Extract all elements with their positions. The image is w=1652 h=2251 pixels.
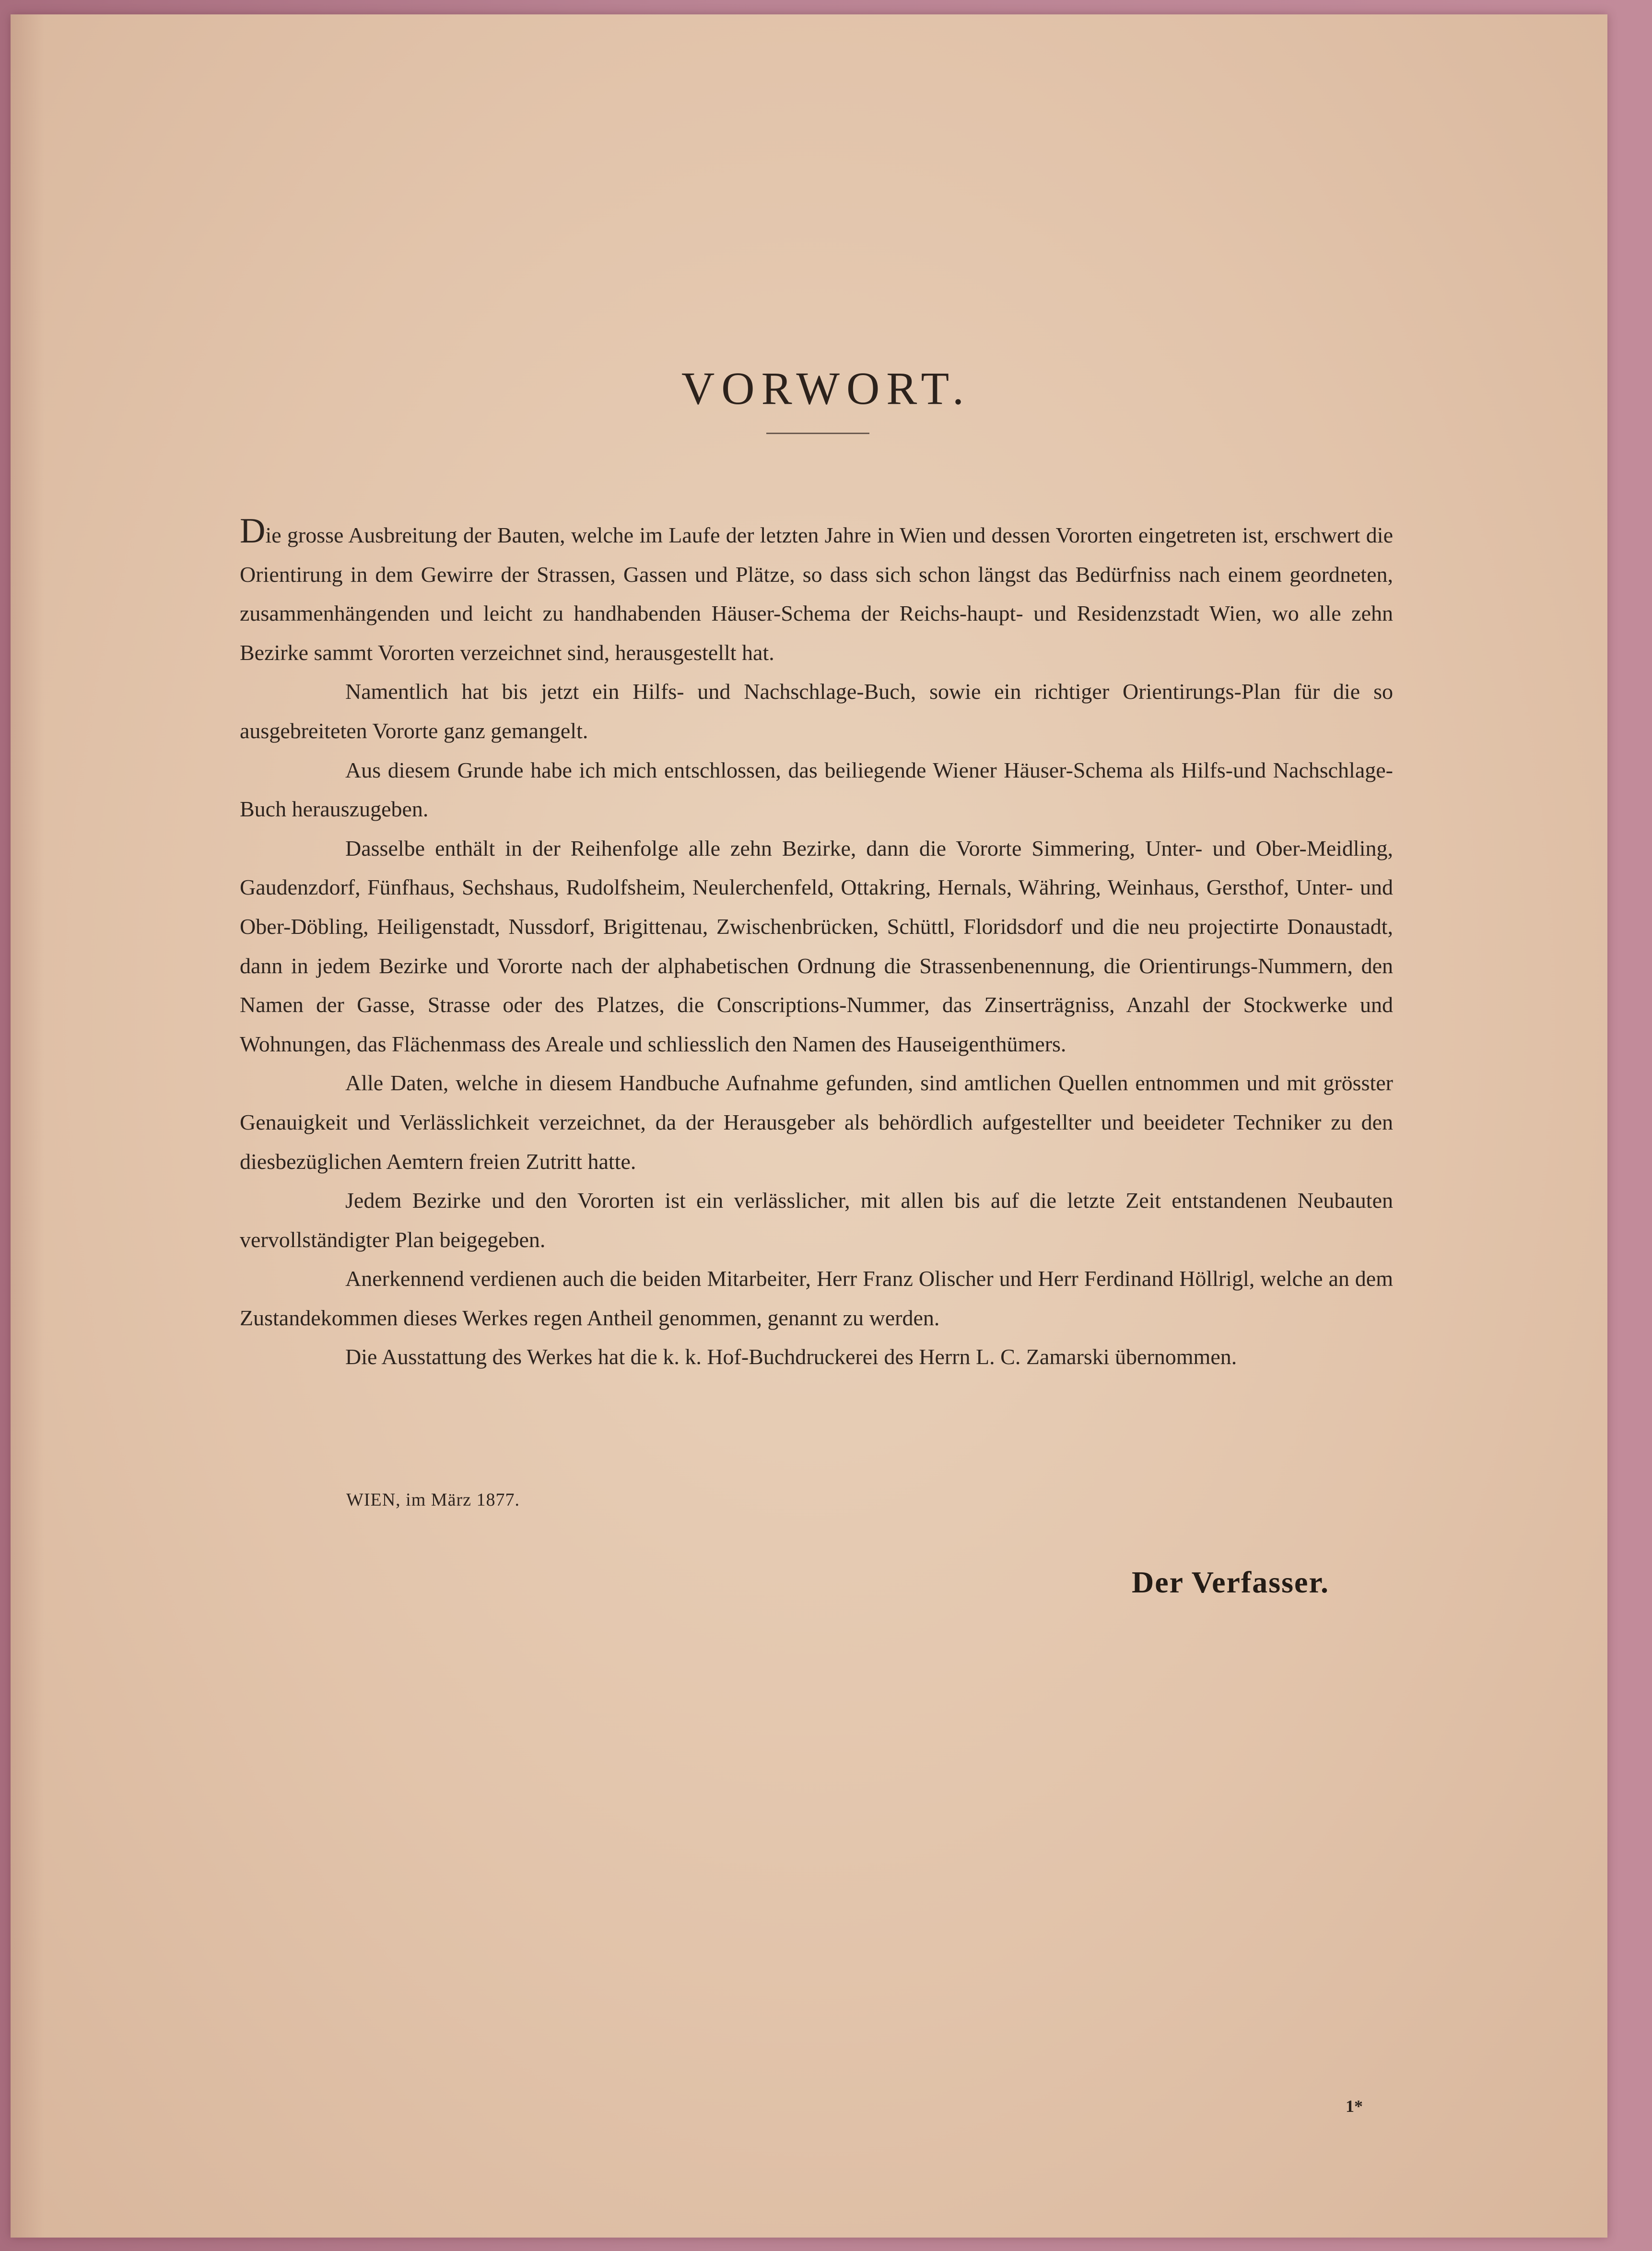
paragraph-7: Anerkennend verdienen auch die beiden Mitarbeiter, Herr Franz Olischer und Herr Ferdinand Höllrigl, welche an dem Zustandekommen dieses Werkes regen Antheil genommen, genannt zu werden. [240, 1266, 1393, 1330]
page-edge-shadow [11, 14, 44, 2238]
paragraph-3: Aus diesem Grunde habe ich mich entschlossen, das beiliegende Wiener Häuser-Schema als Hilfs-und Nachschlage-Buch herauszugeben. [240, 757, 1393, 822]
title-divider [766, 433, 869, 434]
paragraph-1 [240, 511, 1393, 672]
paragraph-4: Dasselbe enthält in der Reihenfolge alle zehn Bezirke, dann die Vororte Simmering, Unter- und Ober-Meidling, Gaudenzdorf, Fünfhaus, Sechshaus, Rudolfsheim, Neulerchenfeld, Ottakring, Hernals, Währing, Weinhaus, Gersthof, Unter- und Ober-Döbling, Heiligenstadt, Nussdorf, Brigittenau, Zwischenbrücken, Schüttl, Floridsdorf und die neu projectirte Donaustadt, dann in jedem Bezirke und Vororte nach der alphabetischen Ordnung die Strassenbenennung, die Orientirungs-Nummern, den Namen der Gasse, Strasse oder des Platzes, die Conscriptions-Nummer, das Zinserträgniss, Anzahl der Stockwerke und Wohnungen, das Flächenmass des Areale und schliesslich den Namen des Hauseigenthümers. [240, 836, 1393, 1056]
author-signature: Der Verfasser. [1132, 1565, 1329, 1599]
drop-cap: D [240, 511, 266, 551]
page-number: 1* [1346, 2097, 1363, 2116]
paragraph-1-text: ie grosse Ausbreitung der Bauten, welche im Laufe der letzten Jahre in Wien und dessen Vororten eingetreten ist, erschwert die Orientirung in dem Gewirre der Strassen, Gassen und Plätze, so dass sich schon längst das Bedürfniss nach einem geordneten, zusammenhängenden und leicht zu handhabenden Häuser-Schema der Reichs-haupt- und Residenzstadt Wien, wo alle zehn Bezirke sammt Vororten verzeichnet sind, herausgestellt hat. [240, 523, 1393, 665]
place-date: WIEN, im März 1877. [346, 1490, 520, 1510]
paragraph-8: Die Ausstattung des Werkes hat die k. k. Hof-Buchdruckerei des Herrn L. C. Zamarski übernommen. [345, 1344, 1237, 1369]
page-title: VORWORT. [681, 363, 971, 414]
paragraph-2: Namentlich hat bis jetzt ein Hilfs- und Nachschlage-Buch, sowie ein richtiger Orientirungs-Plan für die so ausgebreiteten Vororte ganz gemangelt. [240, 679, 1393, 743]
paragraph-6: Jedem Bezirke und den Vororten ist ein verlässlicher, mit allen bis auf die letzte Zeit entstandenen Neubauten vervollständigter Plan beigegeben. [240, 1188, 1393, 1252]
paragraph-5: Alle Daten, welche in diesem Handbuche Aufnahme gefunden, sind amtlichen Quellen entnommen und mit grösster Genauigkeit und Verlässlichkeit verzeichnet, da der Herausgeber als behördlich aufgestellter und beeideter Techniker zu den diesbezüglichen Aemtern freien Zutritt hatte. [240, 1071, 1393, 1174]
foreword-body [240, 511, 1393, 1377]
